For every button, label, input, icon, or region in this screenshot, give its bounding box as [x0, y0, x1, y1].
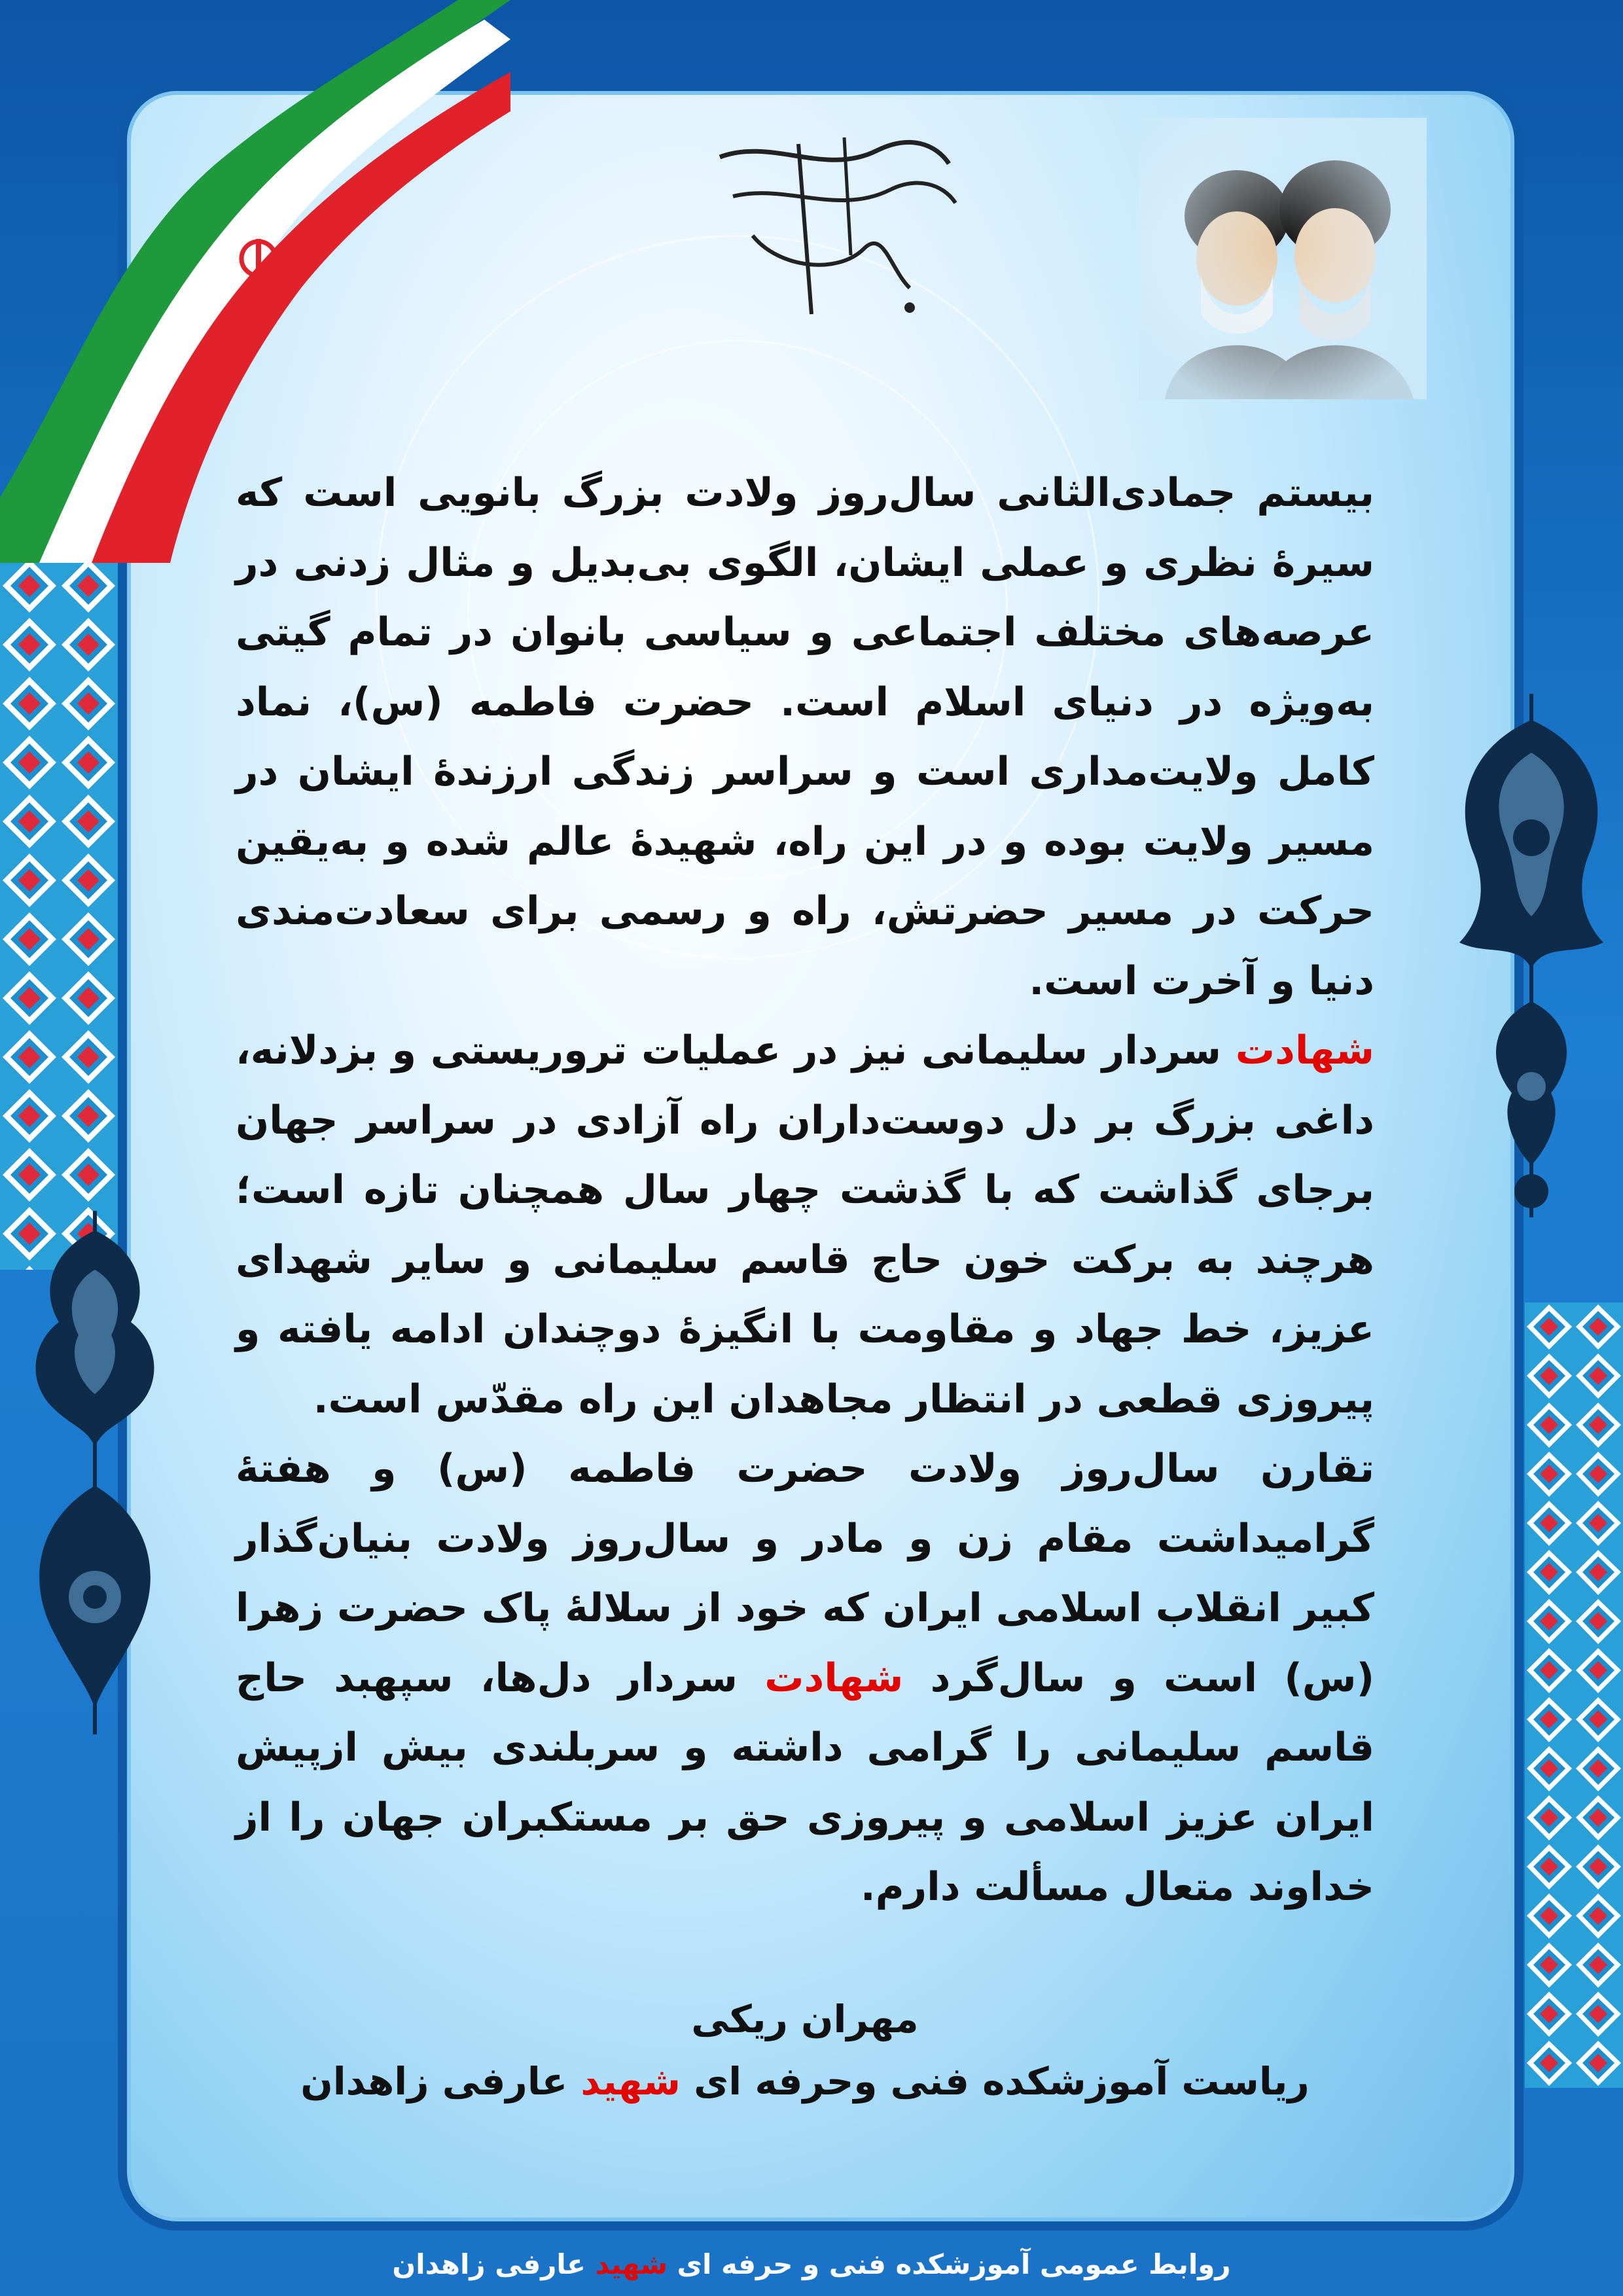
signer-title-b: عارفی زاهدان	[300, 2059, 581, 2104]
footer-text-red: شهید	[595, 2248, 668, 2280]
paragraph-2	[236, 1016, 1374, 1434]
paragraph-2-text: سردار سلیمانی نیز در عملیات تروریستی و بزدلانه، داغی بزرگ بر دل دوست‌داران راه آزادی در سراسر جهان برجای گذاشت که با گذشت چهار سال همچنان تازه است؛ هرچند به برکت خون حاج قاسم سلیمانی و سایر شهدای عزیز، خط جهاد و مقاومت با انگیزهٔ دوچندان ادامه یافته و پیروزی قطعی در انتظار مجاهدان این راه مقدّس است.	[236, 1028, 1374, 1422]
signer-title	[236, 2049, 1374, 2114]
signer-name: مهران ریکی	[691, 1997, 919, 2041]
signer-title-red: شهید	[580, 2059, 681, 2104]
paragraph-3-text-b: سردار دل‌ها، سپهبد حاج قاسم سلیمانی را گرامی داشته و سربلندی بیش ازپیش ایران عزیز اسلامی و پیروزی حق بر مستکبران جهان را از خداوند متعال مسألت دارم.	[236, 1655, 1374, 1910]
paragraph-3	[236, 1434, 1374, 1922]
signature-block	[236, 1990, 1374, 2114]
paragraph-1: بیستم جمادی‌الثانی سال‌روز ولادت بزرگ بانویی است که سیرهٔ نظری و عملی ایشان، الگوی بی‌بدیل و مثال زدنی در عرصه‌های مختلف اجتماعی و سیاسی بانوان در تمام گیتی به‌ویژه در دنیای اسلام است. حضرت فاطمه (س)، نماد کامل ولایت‌مداری است و سراسر زندگی ارزندهٔ ایشان در مسیر ولایت بوده و در این راه، شهیدهٔ عالم شده و به‌یقین حرکت در مسیر حضرتش، راه و رسمی برای سعادت‌مندی دنیا و آخرت است.	[236, 470, 1374, 1004]
right-arabesque-ornament-icon	[1446, 694, 1616, 1217]
highlight-shahadat-2: شهادت	[764, 1655, 904, 1701]
highlight-shahadat: شهادت	[1235, 1028, 1374, 1073]
footer-text-b: عارفی زاهدان	[392, 2248, 596, 2280]
footer-credit	[0, 2233, 1623, 2296]
leaders-portrait-icon	[1139, 118, 1427, 399]
paragraph-3-text-a: تقارن سال‌روز ولادت حضرت فاطمه (س) و هفتهٔ گرامیداشت مقام زن و مادر و سال‌روز ولادت بنیان‌گذار کبیر انقلاب اسلامی ایران که خود از سلالهٔ پاک حضرت زهرا (س) است و سال‌گرد	[236, 1446, 1374, 1701]
left-diamond-border	[0, 497, 118, 1270]
right-diamond-border	[1525, 1302, 1623, 2088]
footer-text-a: روابط عمومی آموزشکده فنی و حرفه ای	[667, 2248, 1231, 2280]
left-arabesque-ornament-icon	[13, 1211, 177, 1734]
message-body	[236, 458, 1374, 1922]
calligraphy-icon	[694, 118, 969, 327]
signer-title-a: ریاست آموزشکده فنی وحرفه ای	[680, 2059, 1310, 2104]
